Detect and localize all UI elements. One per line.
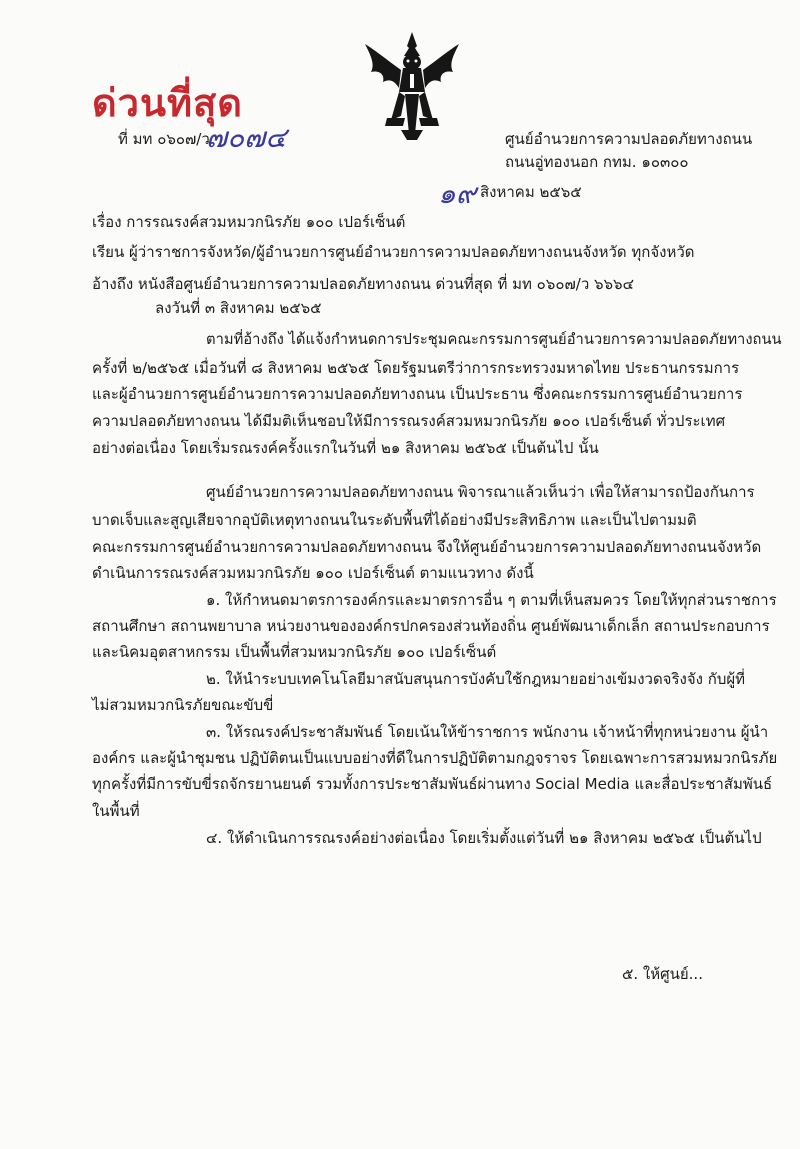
recipient-line: เรียน ผู้ว่าราชการจังหวัด/ผู้อำนวยการศูนย์อำนวยการความปลอดภัยทางถนนจังหวัด ทุกจังหวัด xyxy=(92,243,695,261)
garuda-emblem xyxy=(357,30,467,142)
continuation-note: ๕. ให้ศูนย์... xyxy=(622,965,703,983)
paragraph-1-line: อย่างต่อเนื่อง โดยเริ่มรณรงค์ครั้งแรกในวันที่ ๒๑ สิงหาคม ๒๕๖๕ เป็นต้นไป นั้น xyxy=(92,439,599,457)
list-item-3-line: ในพื้นที่ xyxy=(92,802,140,820)
list-item-2-line: ๒. ให้นำระบบเทคโนโลยีมาสนับสนุนการบังคับใช้กฎหมายอย่างเข้มงวดจริงจัง กับผู้ที่ xyxy=(206,670,746,688)
date-month-year: สิงหาคม ๒๕๖๕ xyxy=(480,183,582,201)
list-item-1-line: สถานศึกษา สถานพยาบาล หน่วยงานขององค์กรปกครองส่วนท้องถิ่น ศูนย์พัฒนาเด็กเล็ก สถานประกอบการ xyxy=(92,617,770,635)
document-number-handwritten: ๗๐๗๔ xyxy=(206,121,287,154)
paragraph-1-line: ความปลอดภัยทางถนน ได้มีมติเห็นชอบให้มีการรณรงค์สวมหมวกนิรภัย ๑๐๐ เปอร์เซ็นต์ ทั่วประเทศ xyxy=(92,412,726,430)
paragraph-1-line: ตามที่อ้างถึง ได้แจ้งกำหนดการประชุมคณะกรรมการศูนย์อำนวยการความปลอดภัยทางถนน xyxy=(206,331,782,348)
list-item-2-line: ไม่สวมหมวกนิรภัยขณะขับขี่ xyxy=(92,696,274,714)
paragraph-2-line: คณะกรรมการศูนย์อำนวยการความปลอดภัยทางถนน จึงให้ศูนย์อำนวยการความปลอดภัยทางถนนจังหวัด xyxy=(92,538,762,556)
sender-name: ศูนย์อำนวยการความปลอดภัยทางถนน xyxy=(505,130,753,148)
list-item-4-line: ๔. ให้ดำเนินการรณรงค์อย่างต่อเนื่อง โดยเริ่มตั้งแต่วันที่ ๒๑ สิงหาคม ๒๕๖๕ เป็นต้นไป xyxy=(206,829,762,847)
paragraph-1-line: และผู้อำนวยการศูนย์อำนวยการความปลอดภัยทางถนน เป็นประธาน ซึ่งคณะกรรมการศูนย์อำนวยการ xyxy=(92,385,743,403)
list-item-3-line: ๓. ให้รณรงค์ประชาสัมพันธ์ โดยเน้นให้ข้าราชการ พนักงาน เจ้าหน้าที่ทุกหน่วยงาน ผู้นำ xyxy=(206,723,769,741)
list-item-1-line: และนิคมอุตสาหกรรม เป็นพื้นที่สวมหมวกนิรภัย ๑๐๐ เปอร์เซ็นต์ xyxy=(92,643,497,661)
list-item-3-line: องค์กร และผู้นำชุมชน ปฏิบัติตนเป็นแบบอย่างที่ดีในการปฏิบัติตามกฎจราจร โดยเฉพาะการสวมหมวกนิรภัย xyxy=(92,749,778,767)
paragraph-2-line: บาดเจ็บและสูญเสียจากอุบัติเหตุทางถนนในระดับพื้นที่ได้อย่างมีประสิทธิภาพ และเป็นไปตามมติ xyxy=(92,511,697,529)
subject-line: เรื่อง การรณรงค์สวมหมวกนิรภัย ๑๐๐ เปอร์เซ็นต์ xyxy=(92,213,406,231)
list-item-1-line: ๑. ให้กำหนดมาตรการองค์กรและมาตรการอื่น ๆ ตามที่เห็นสมควร โดยให้ทุกส่วนราชการ xyxy=(206,591,777,609)
list-item-3-line: ทุกครั้งที่มีการขับขี่รถจักรยานยนต์ รวมทั้งการประชาสัมพันธ์ผ่านทาง Social Media และสื่อประชาสัมพันธ์ xyxy=(92,775,773,793)
reference-line: อ้างถึง หนังสือศูนย์อำนวยการความปลอดภัยทางถนน ด่วนที่สุด ที่ มท ๐๖๐๗/ว ๖๖๖๔ xyxy=(92,275,634,293)
sender-address: ถนนอู่ทองนอก กทม. ๑๐๓๐๐ xyxy=(505,153,689,171)
paragraph-2-line: ดำเนินการรณรงค์สวมหมวกนิรภัย ๑๐๐ เปอร์เซ็นต์ ตามแนวทาง ดังนี้ xyxy=(92,564,534,582)
paragraph-2-line: ศูนย์อำนวยการความปลอดภัยทางถนน พิจารณาแล้วเห็นว่า เพื่อให้สามารถป้องกันการ xyxy=(206,483,755,501)
urgency-stamp: ด่วนที่สุด xyxy=(92,80,243,125)
paragraph-1-line: ครั้งที่ ๒/๒๕๖๕ เมื่อวันที่ ๘ สิงหาคม ๒๕๖๕ โดยรัฐมนตรีว่าการกระทรวงมหาดไทย ประธานกรรมการ xyxy=(92,359,740,377)
document-number-prefix: ที่ มท ๐๖๐๗/ว xyxy=(118,130,210,148)
date-day-handwritten: ๑๙ xyxy=(438,177,477,210)
reference-date-line: ลงวันที่ ๓ สิงหาคม ๒๕๖๕ xyxy=(155,299,322,317)
